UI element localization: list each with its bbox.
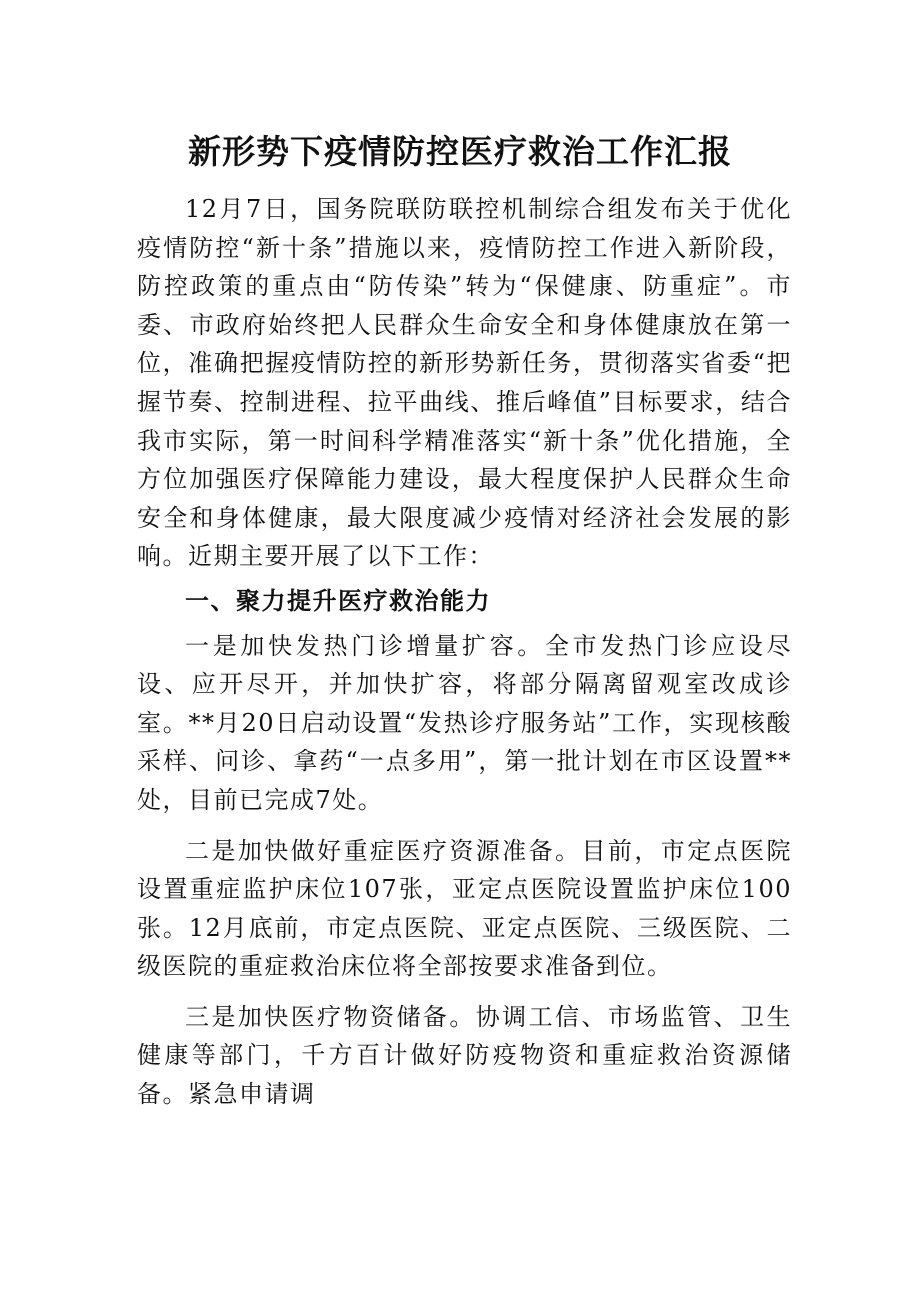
document-body	[137, 190, 792, 1114]
intro-paragraph: 12月7日，国务院联防联控机制综合组发布关于优化疫情防控“新十条”措施以来，疫情防控工作进入新阶段，防控政策的重点由“防传染”转为“保健康、防重症”。市委、市政府始终把人民群众生命安全和身体健康放在第一位，准确把握疫情防控的新形势新任务，贯彻落实省委“把握节奏、控制进程、拉平曲线、推后峰值”目标要求，结合我市实际，第一时间科学精准落实“新十条”优化措施，全方位加强医疗保障能力建设，最大程度保护人民群众生命安全和身体健康，最大限度减少疫情对经济社会发展的影响。近期主要开展了以下工作：	[137, 195, 792, 571]
paragraph-2: 二是加快做好重症医疗资源准备。目前，市定点医院设置重症监护床位107张，亚定点医院设置监护床位100张。12月底前，市定点医院、亚定点医院、三级医院、二级医院的重症救治床位将全部按要求准备到位。	[137, 836, 792, 981]
paragraph-1: 一是加快发热门诊增量扩容。全市发热门诊应设尽设、应开尽开，并加快扩容，将部分隔离留观室改成诊室。**月20日启动设置“发热诊疗服务站”工作，实现核酸采样、问诊、拿药“一点多用”，第一批计划在市区设置**处，目前已完成7处。	[137, 631, 792, 814]
section-heading-1: 一、聚力提升医疗救治能力	[185, 586, 491, 615]
paragraph-3: 三是加快医疗物资储备。协调工信、市场监管、卫生健康等部门，千方百计做好防疫物资和重症救治资源储备。紧急申请调	[137, 1002, 792, 1109]
document-title: 新形势下疫情防控医疗救治工作汇报	[188, 132, 732, 171]
